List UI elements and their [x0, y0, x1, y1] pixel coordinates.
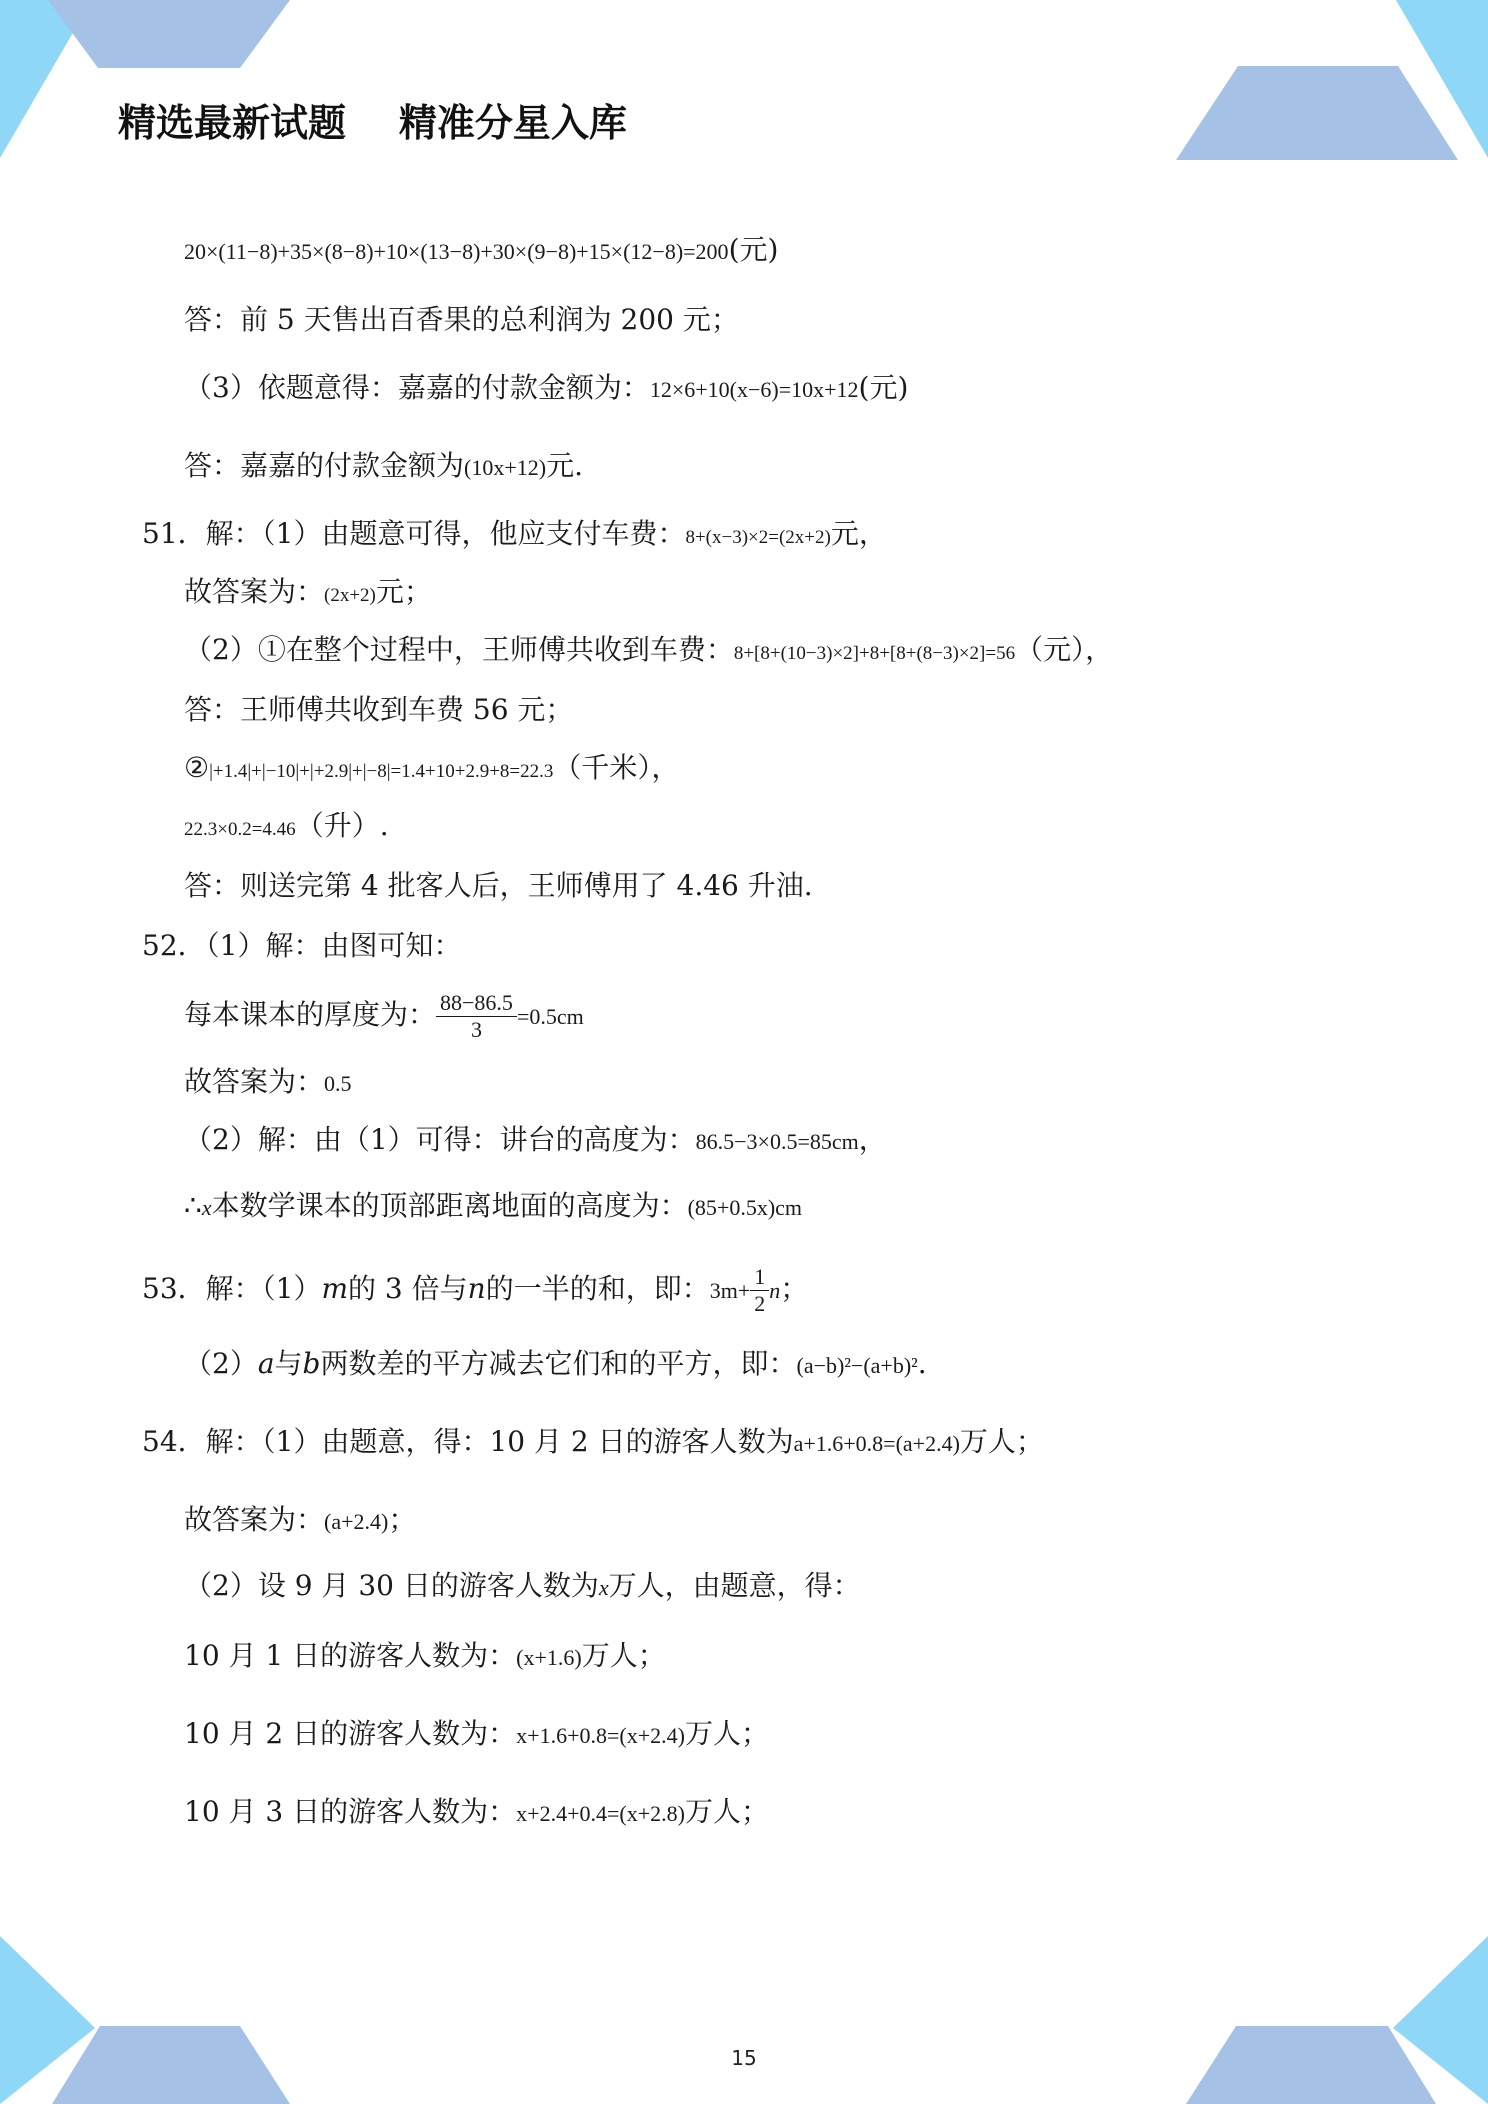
q54-answer-end: ； [388, 1503, 417, 1536]
line-q54-answer [184, 1500, 416, 1542]
line-q51-total-answer: 答：王师傅共收到车费 56 元； [184, 693, 574, 726]
q54-oct1-unit: 万人； [581, 1639, 666, 1672]
q51-total-unit: （元）， [1015, 633, 1114, 666]
line-answer-profit: 答：前 5 天售出百香果的总利润为 200 元； [184, 303, 739, 336]
q52-podium-equation: 86.5−3×0.5=85cm [695, 1129, 859, 1154]
q51-distance-equation: |+1.4|+|−10|+|+2.9|+|−8|=1.4+10+2.9+8=22.3 [209, 761, 554, 782]
line-q51-distance [184, 748, 679, 792]
q51-unit: 元， [830, 517, 887, 550]
q54-oct2-unit: 万人； [684, 1717, 769, 1750]
line-q52-intro: 52．（1）解：由图可知： [142, 929, 462, 962]
q54-oct3-text: 10 月 3 日的游客人数为： [184, 1795, 517, 1828]
q51-answer-text: 故答案为： [184, 575, 325, 608]
q3-equation: 12×6+10(x−6)=10x+12 [649, 377, 859, 402]
line-q52-height [184, 1186, 802, 1228]
page-number: 15 [731, 2046, 757, 2070]
q54-oct3-unit: 万人； [684, 1795, 769, 1828]
line-q53-part2 [184, 1344, 927, 1386]
q54-text: 54．解：（1）由题意，得：10 月 2 日的游客人数为 [142, 1425, 794, 1458]
q53-fraction [750, 1264, 769, 1317]
q53-text-c: 的一半的和，即： [485, 1272, 710, 1305]
q51-answer-unit: 元； [375, 575, 432, 608]
q53-p2-end: . [917, 1347, 927, 1380]
line-q52-answer [184, 1062, 352, 1104]
q52-thickness-text: 每本课本的厚度为： [184, 998, 437, 1031]
q54-oct1-expr: (x+1.6) [516, 1645, 582, 1670]
q53-p2-text-b: 与 [274, 1347, 303, 1380]
var-a: a [257, 1347, 275, 1380]
line-answer-payment [184, 446, 583, 488]
var-n: n [467, 1272, 486, 1305]
q51-equation: 8+(x−3)×2=(2x+2) [685, 527, 831, 548]
q54-answer-expr: (a+2.4) [324, 1509, 389, 1534]
q53-p2-text-c: 两数差的平方减去它们和的平方，即： [320, 1347, 797, 1380]
q3-unit: (元) [858, 371, 909, 404]
line-q51-total-fare [184, 630, 1113, 674]
q54-unit: 万人； [959, 1425, 1044, 1458]
q52-thickness-result: =0.5cm [516, 1004, 584, 1029]
line-q54-oct2 [184, 1714, 769, 1756]
line-q54-oct3 [184, 1792, 769, 1834]
q51-distance-unit: （千米）， [553, 751, 680, 784]
q52-answer-text: 故答案为： [184, 1065, 325, 1098]
q52-height-text: 本数学课本的顶部距离地面的高度为： [211, 1189, 688, 1222]
q51-fuel-equation: 22.3×0.2=4.46 [184, 819, 296, 840]
q53-text-b: 的 3 倍与 [348, 1272, 468, 1305]
q52-height-expr: (85+0.5x)cm [687, 1195, 803, 1220]
line-profit-calc [184, 230, 778, 272]
fraction-numerator: 88−86.5 [436, 990, 517, 1017]
line-q3-payment [184, 368, 908, 410]
q54-answer-text: 故答案为： [184, 1503, 325, 1536]
q54-p2-text-b: 万人，由题意，得： [608, 1569, 861, 1602]
line-q54-part2-setup [184, 1566, 861, 1608]
var-x: x [598, 1575, 609, 1600]
q51-total-text: （2）①在整个过程中，王师傅共收到车费： [184, 633, 734, 666]
line-q51-answer [184, 572, 432, 616]
q54-equation: a+1.6+0.8=(a+2.4) [793, 1431, 960, 1456]
var-m: m [321, 1272, 349, 1305]
corner-trapezoid-top-right [1176, 66, 1458, 160]
unit-yuan: (元) [728, 233, 779, 266]
q54-oct3-expr: x+2.4+0.4=(x+2.8) [516, 1801, 685, 1826]
q53-p2-prefix: （2） [184, 1347, 258, 1380]
q53-prefix: 53．解：（1） [142, 1272, 322, 1305]
q54-oct2-expr: x+1.6+0.8=(x+2.4) [516, 1723, 685, 1748]
var-b: b [302, 1347, 321, 1380]
header-title: 精选最新试题 精准分星入库 [118, 101, 627, 145]
q53-expr-pre: 3m+ [709, 1278, 751, 1303]
line-q51-fuel-answer: 答：则送完第 4 批客人后，王师傅用了 4.46 升油. [184, 869, 813, 902]
line-q54-part1 [142, 1422, 1044, 1464]
q3-text: （3）依题意得：嘉嘉的付款金额为： [184, 371, 650, 404]
line-q52-thickness [184, 990, 584, 1043]
answer-payment-expr: (10x+12) [464, 455, 547, 480]
q54-oct1-text: 10 月 1 日的游客人数为： [184, 1639, 517, 1672]
line-q51-fare [142, 514, 887, 558]
q53-expr-post: n [769, 1278, 781, 1303]
q54-p2-text-a: （2）设 9 月 30 日的游客人数为 [184, 1569, 599, 1602]
q53-p2-expr: (a−b)²−(a+b)² [796, 1353, 918, 1378]
line-q51-fuel [184, 806, 389, 850]
q51-answer-expr: (2x+2) [324, 585, 376, 606]
line-q53-part1 [142, 1264, 808, 1317]
profit-equation: 20×(11−8)+35×(8−8)+10×(13−8)+30×(9−8)+15×(12−8)=200 [184, 239, 729, 264]
q51-total-equation: 8+[8+(10−3)×2]+8+[8+(8−3)×2]=56 [733, 643, 1016, 664]
fraction-denominator: 2 [754, 1291, 766, 1316]
q52-podium-comma: ， [858, 1123, 887, 1156]
answer-payment-unit: 元. [546, 449, 583, 482]
q54-oct2-text: 10 月 2 日的游客人数为： [184, 1717, 517, 1750]
fraction-numerator: 1 [750, 1264, 769, 1291]
q53-end: ； [780, 1272, 809, 1305]
q51-text: 51．解：（1）由题意可得，他应支付车费： [142, 517, 686, 550]
fraction-denominator: 3 [470, 1017, 482, 1042]
q51-fuel-unit: （升）. [295, 809, 389, 842]
var-x: x [201, 1195, 212, 1220]
q52-answer-value: 0.5 [324, 1071, 352, 1096]
line-q54-oct1 [184, 1636, 666, 1678]
therefore-symbol: ∴ [184, 1189, 202, 1222]
answer-payment-text: 答：嘉嘉的付款金额为 [184, 449, 465, 482]
corner-trapezoid-top-left [48, 0, 290, 68]
circled-two: ② [184, 751, 210, 784]
q52-podium-text: （2）解：由（1）可得：讲台的高度为： [184, 1123, 696, 1156]
q52-fraction [436, 990, 517, 1043]
line-q52-podium [184, 1120, 887, 1162]
